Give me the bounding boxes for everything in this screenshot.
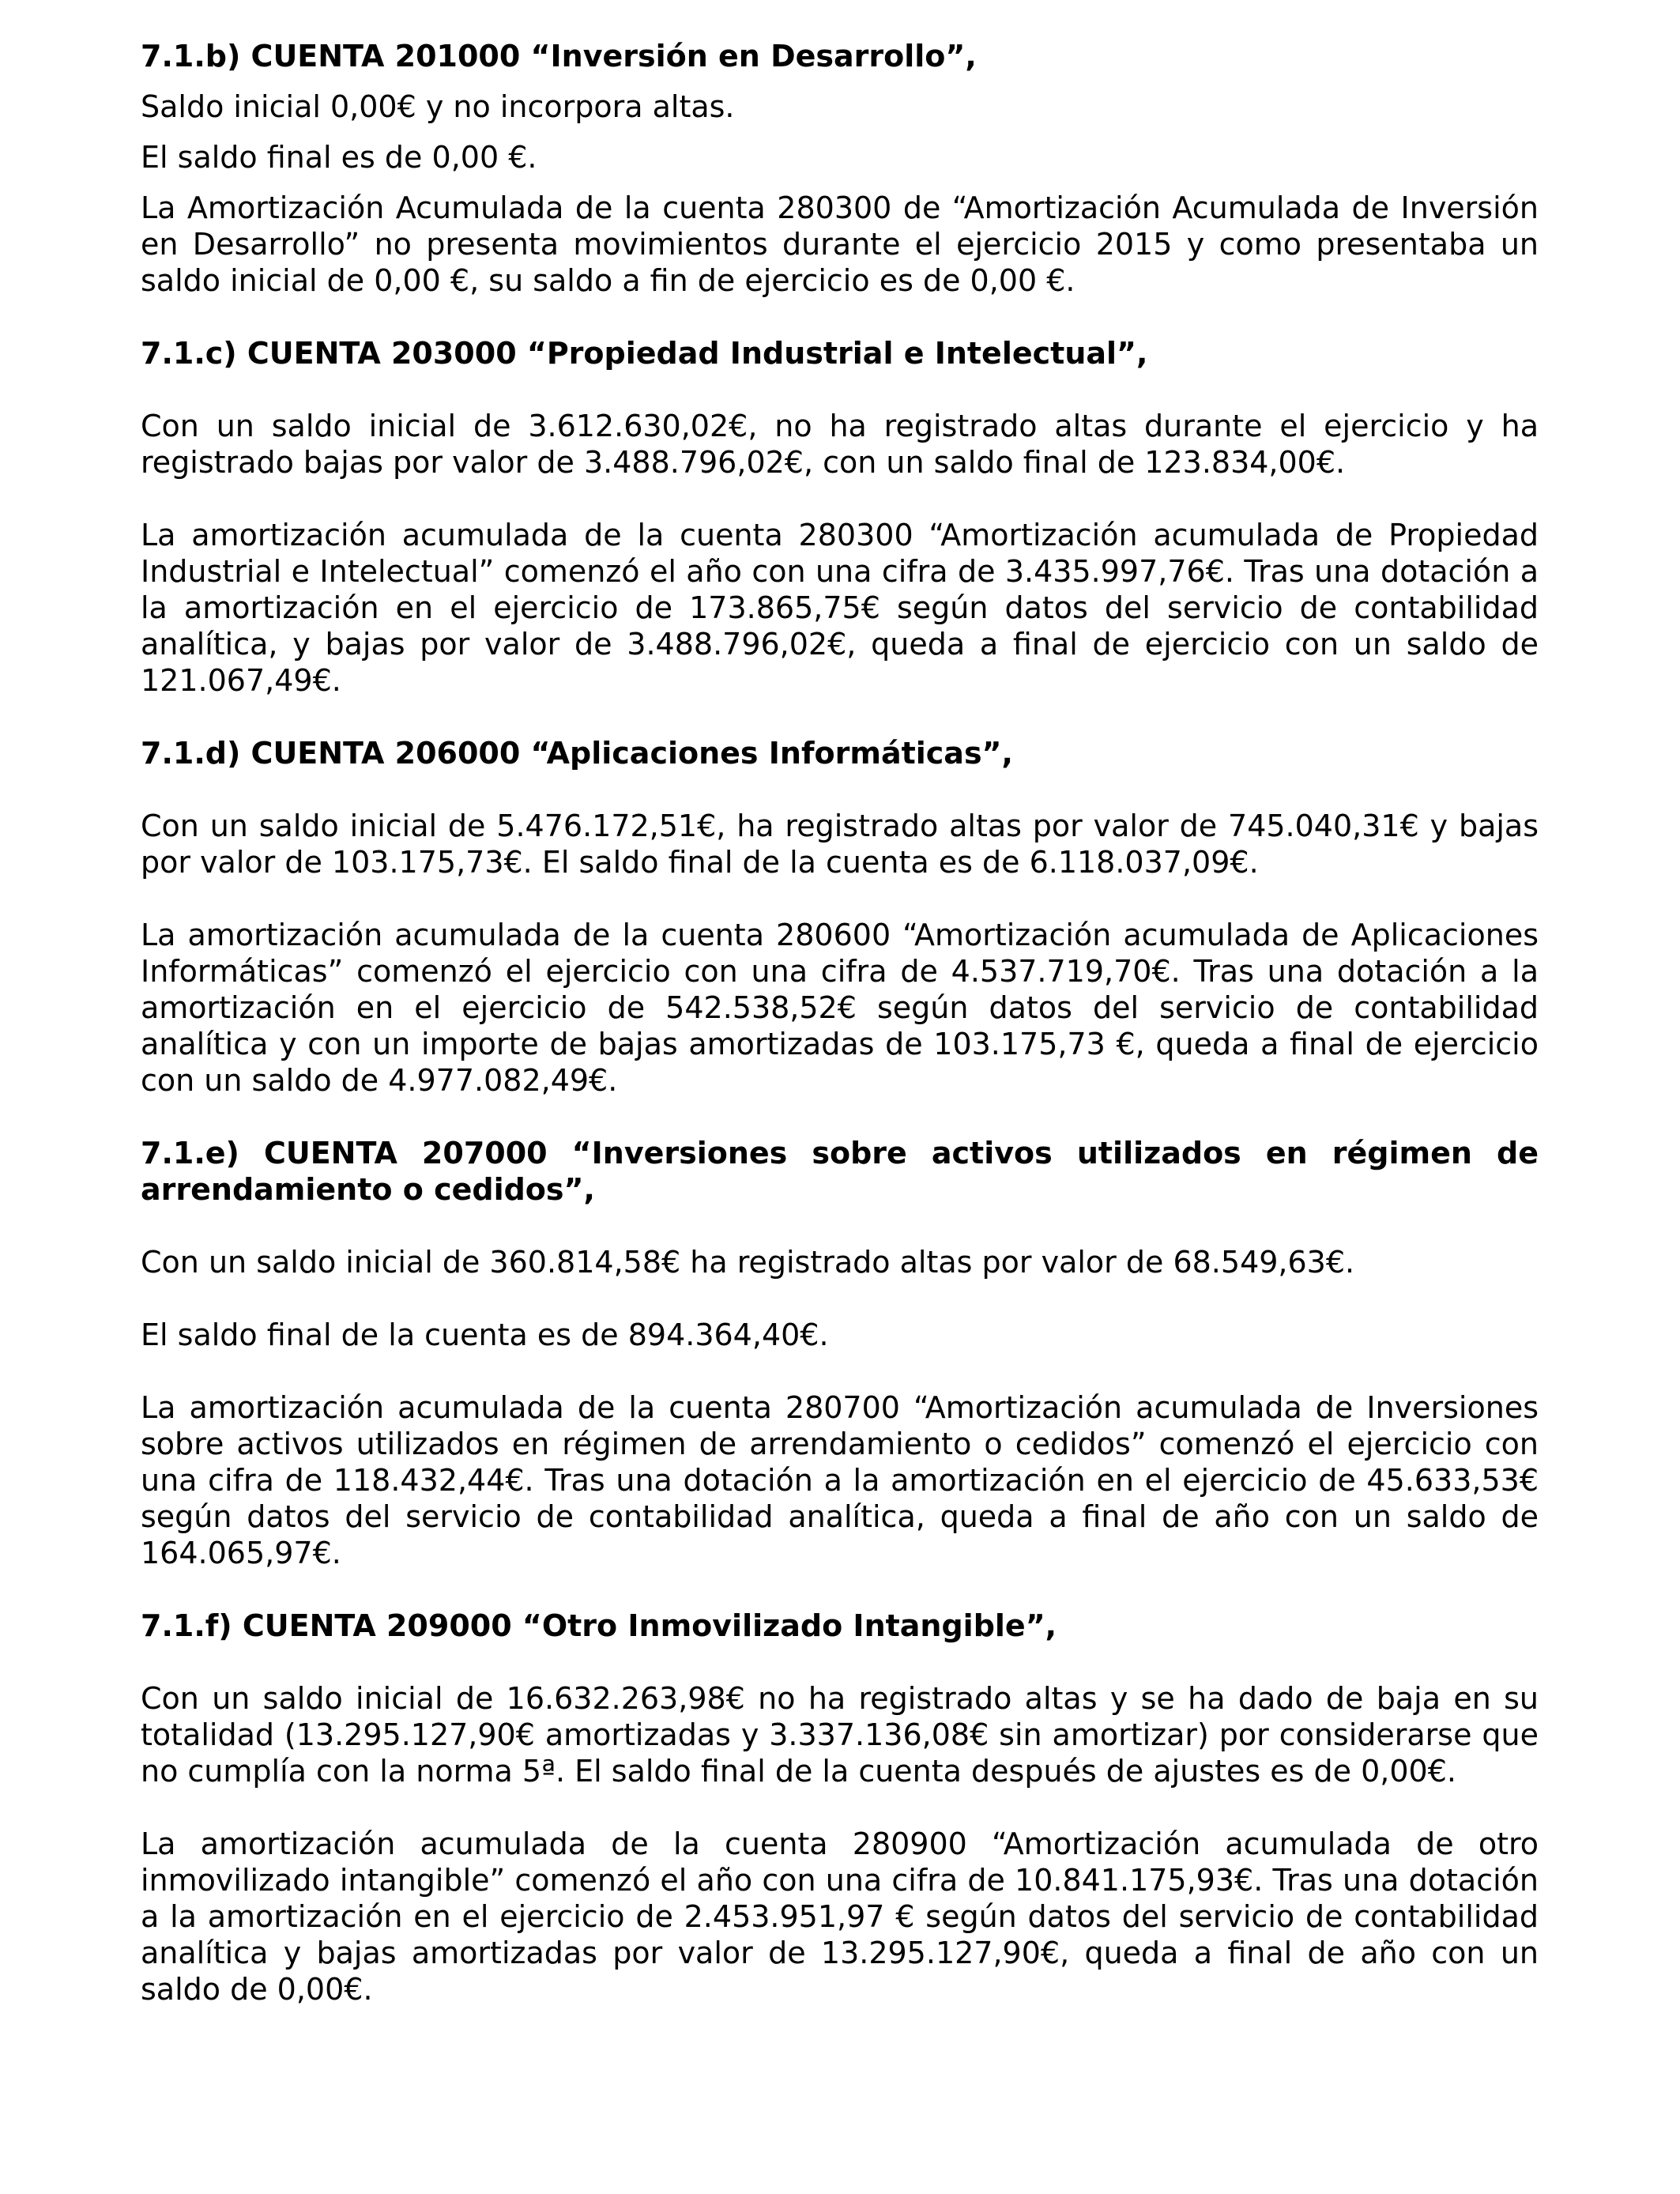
section-heading-209000: 7.1.f) CUENTA 209000 “Otro Inmovilizado Intangible”, (141, 1608, 1057, 1643)
section-heading-201000: 7.1.b) CUENTA 201000 “Inversión en Desarrollo”, (141, 39, 977, 74)
paragraph-201000-amortization: La Amortización Acumulada de la cuenta 280300 de “Amortización Acumulada de Inversión en Desarrollo” no presenta movimientos durante el ejercicio 2015 y como presentaba un saldo inicial de 0,00 €, su saldo a fin de ejercicio es de 0,00 €. (141, 190, 1539, 298)
paragraph-206000-balance: Con un saldo inicial de 5.476.172,51€, ha registrado altas por valor de 745.040,31€ y bajas por valor de 103.175,73€. El saldo final de la cuenta es de 6.118.037,09€. (141, 809, 1539, 880)
paragraph-206000-amortization: La amortización acumulada de la cuenta 280600 “Amortización acumulada de Aplicaciones Informáticas” comenzó el ejercicio con una cifra de 4.537.719,70€. Tras una dotación a la amortización en el ejercicio de 542.538,52€ según datos del servicio de contabilidad analítica y con un importe de bajas amortizadas de 103.175,73 €, queda a final de ejercicio con un saldo de 4.977.082,49€. (141, 918, 1539, 1098)
section-heading-207000: 7.1.e) CUENTA 207000 “Inversiones sobre activos utilizados en régimen de arrendamiento o cedidos”, (141, 1136, 1539, 1207)
paragraph-201000-initial: Saldo inicial 0,00€ y no incorpora altas. (141, 89, 735, 124)
section-heading-203000: 7.1.c) CUENTA 203000 “Propiedad Industrial e Intelectual”, (141, 336, 1148, 371)
paragraph-207000-final: El saldo final de la cuenta es de 894.364,40€. (141, 1318, 829, 1352)
paragraph-209000-amortization: La amortización acumulada de la cuenta 280900 “Amortización acumulada de otro inmovilizado intangible” comenzó el año con una cifra de 10.841.175,93€. Tras una dotación a la amortización en el ejercicio de 2.453.951,97 € según datos del servicio de contabilidad analítica y bajas amortizadas por valor de 13.295.127,90€, queda a final de año con un saldo de 0,00€. (141, 1826, 1539, 2007)
document-page (141, 38, 1539, 2007)
paragraph-207000-amortization: La amortización acumulada de la cuenta 280700 “Amortización acumulada de Inversiones sobre activos utilizados en régimen de arrendamiento o cedidos” comenzó el ejercicio con una cifra de 118.432,44€. Tras una dotación a la amortización en el ejercicio de 45.633,53€ según datos del servicio de contabilidad analítica, queda a final de año con un saldo de 164.065,97€. (141, 1390, 1539, 1570)
paragraph-203000-balance: Con un saldo inicial de 3.612.630,02€, no ha registrado altas durante el ejercicio y ha registrado bajas por valor de 3.488.796,02€, con un saldo final de 123.834,00€. (141, 409, 1539, 480)
paragraph-209000-balance: Con un saldo inicial de 16.632.263,98€ no ha registrado altas y se ha dado de baja en su totalidad (13.295.127,90€ amortizadas y 3.337.136,08€ sin amortizar) por considerarse que no cumplía con la norma 5ª. El saldo final de la cuenta después de ajustes es de 0,00€. (141, 1681, 1539, 1789)
paragraph-201000-final: El saldo final es de 0,00 €. (141, 140, 537, 175)
section-heading-206000: 7.1.d) CUENTA 206000 “Aplicaciones Informáticas”, (141, 736, 1013, 771)
paragraph-207000-initial: Con un saldo inicial de 360.814,58€ ha registrado altas por valor de 68.549,63€. (141, 1245, 1355, 1280)
paragraph-203000-amortization: La amortización acumulada de la cuenta 280300 “Amortización acumulada de Propiedad Industrial e Intelectual” comenzó el año con una cifra de 3.435.997,76€. Tras una dotación a la amortización en el ejercicio de 173.865,75€ según datos del servicio de contabilidad analítica, y bajas por valor de 3.488.796,02€, queda a final de ejercicio con un saldo de 121.067,49€. (141, 518, 1539, 698)
